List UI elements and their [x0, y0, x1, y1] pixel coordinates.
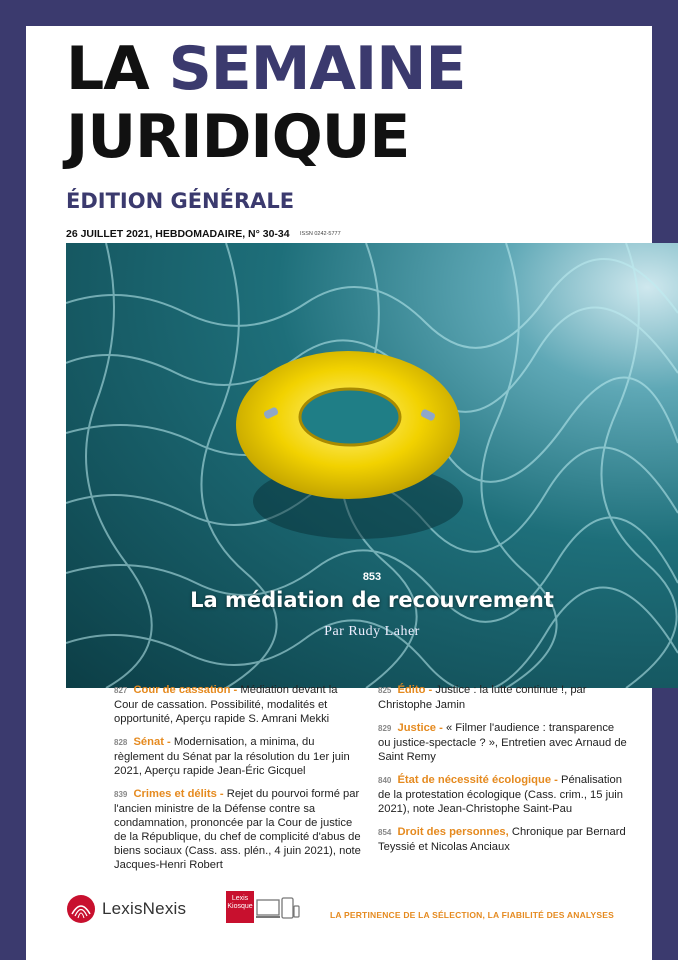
toc-item[interactable]: [378, 773, 628, 816]
cover-article-title[interactable]: La médiation de recouvrement: [190, 588, 554, 612]
toc-item-text: Pénalisation de la protestation écologique (Cass. crim., 15 juin 2021), note Jean-Christophe Saint-Pau: [378, 774, 624, 815]
toc-item-number: 840: [378, 776, 392, 785]
kiosque-label-2: Kiosque: [227, 903, 253, 910]
issue-dateline: 26 JUILLET 2021, HEBDOMADAIRE, N° 30-34: [66, 228, 290, 240]
toc-item[interactable]: [114, 735, 364, 778]
footer-tagline: LA PERTINENCE DE LA SÉLECTION, LA FIABILITÉ DES ANALYSES: [330, 910, 615, 920]
toc-item-text: Médiation devant la Cour de cassation. Possibilité, modalités et opportunité, Aperçu rapide S. Amrani Mekki: [114, 684, 338, 725]
toc-item-number: 828: [114, 738, 128, 747]
kiosque-label-1: Lexis: [231, 895, 249, 902]
pool-float-illustration: [66, 243, 678, 688]
toc-item-number: 829: [378, 724, 392, 733]
toc-item-text: Justice : la lutte continue !, par Christophe Jamin: [378, 684, 587, 711]
toc-item-number: 825: [378, 686, 392, 695]
cover-photo: [66, 243, 678, 688]
toc-item-rubric: Droit des personnes,: [397, 826, 509, 838]
toc-item-number: 827: [114, 686, 128, 695]
toc-item[interactable]: [114, 683, 364, 726]
masthead-la: LA: [66, 34, 149, 104]
toc-item-number: 839: [114, 790, 128, 799]
lexisnexis-logo[interactable]: [66, 894, 186, 924]
magazine-cover: [26, 26, 652, 960]
toc-item-rubric: Justice -: [397, 722, 443, 734]
masthead-juridique: JURIDIQUE: [66, 102, 410, 172]
toc-item-rubric: Crimes et délits -: [133, 788, 224, 800]
toc-left-column: [114, 683, 364, 881]
issn-number: ISSN 0242-5777: [300, 231, 341, 237]
toc-item[interactable]: [114, 787, 364, 872]
publisher-name: LexisNexis: [102, 899, 187, 918]
masthead-semaine: SEMAINE: [168, 34, 466, 104]
toc-right-column: [378, 683, 628, 863]
lexisnexis-emblem-icon: [66, 894, 96, 924]
toc-item-text: « Filmer l'audience : transparence ou justice-spectacle ? », Entretien avec Arnaud de Saint Remy: [378, 722, 627, 763]
toc-item-rubric: Sénat -: [133, 736, 171, 748]
toc-item-number: 854: [378, 828, 392, 837]
cover-article-number: 853: [362, 571, 382, 583]
toc-item[interactable]: [378, 721, 628, 764]
masthead-line-1: [66, 36, 465, 102]
toc-item-rubric: Édito -: [397, 684, 433, 696]
toc-item-rubric: Cour de cassation -: [133, 684, 238, 696]
cover-article-author: Par Rudy Laher: [324, 624, 420, 639]
toc-item-text: Rejet du pourvoi formé par l'ancien ministre de la Défense contre sa condamnation, prononcée par la Cour de justice de la République, du chef de complicité d'abus de biens sociaux (Cass. ass. plén., 4 juin 2021), note Jacques-Henri Robert: [114, 788, 361, 871]
toc-item-text: Chronique par Bernard Teyssié et Nicolas Anciaux: [378, 826, 626, 853]
toc-item[interactable]: [378, 825, 628, 854]
lexis-kiosque-badge[interactable]: [226, 891, 254, 923]
toc-item-text: Modernisation, a minima, du règlement du Sénat par la résolution du 1er juin 2021, Aperçu rapide Jean-Éric Gicquel: [114, 736, 350, 777]
edition-label: ÉDITION GÉNÉRALE: [66, 189, 295, 213]
devices-icon: [256, 896, 300, 924]
toc-item[interactable]: [378, 683, 628, 712]
toc-item-rubric: État de nécessité écologique -: [397, 774, 558, 786]
